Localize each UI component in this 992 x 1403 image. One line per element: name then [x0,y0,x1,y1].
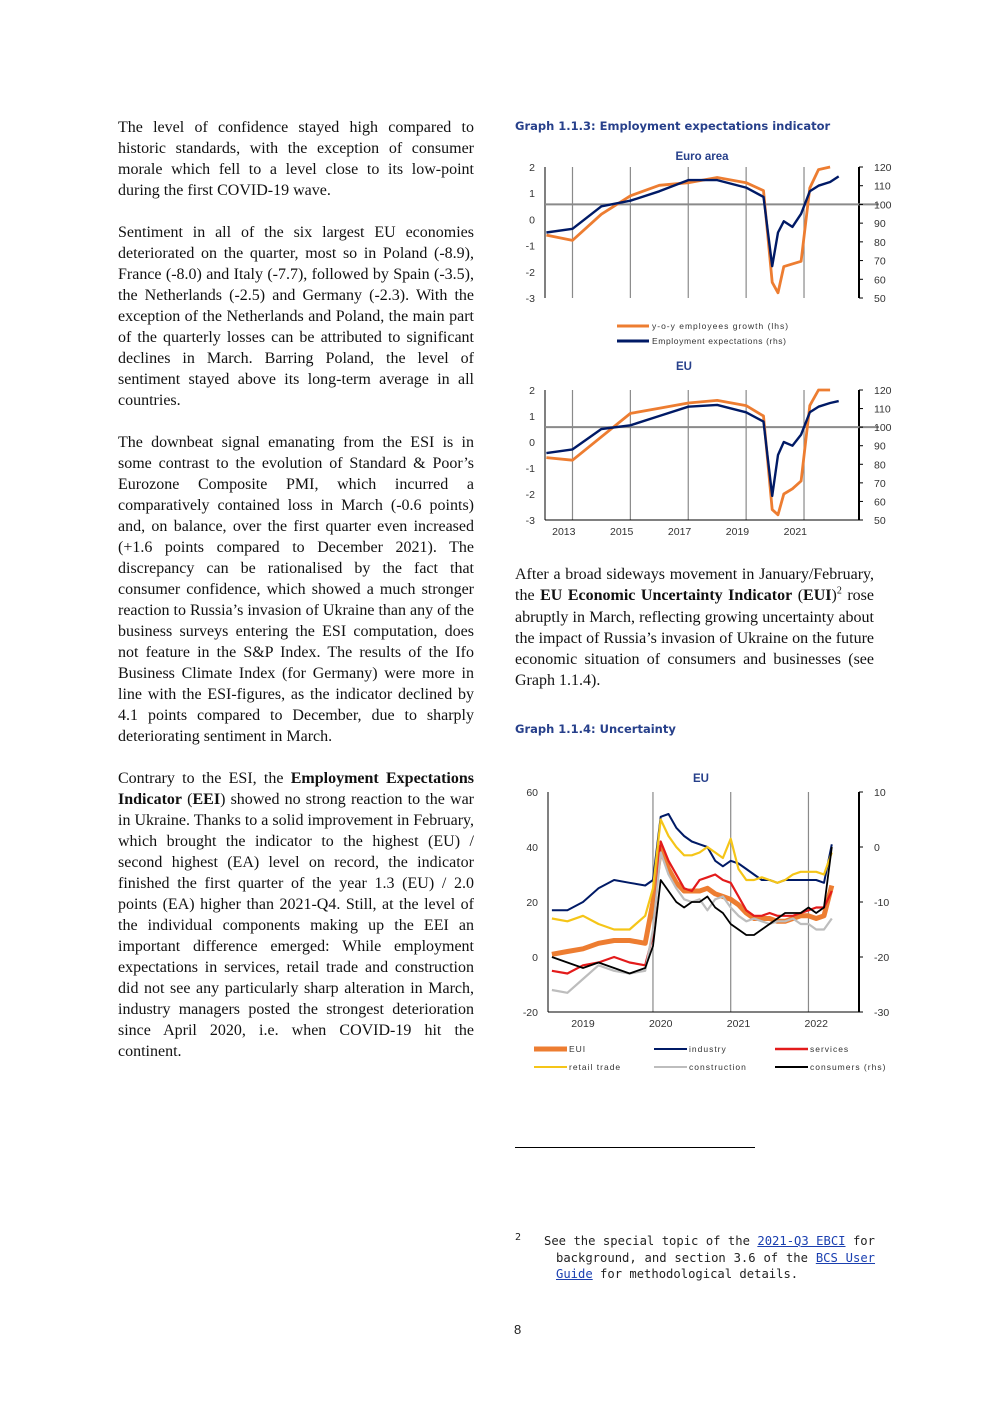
bold-term: EEI [192,791,221,808]
bold-term: EUI [803,587,832,605]
left-tick-label: 20 [526,897,538,909]
left-tick-label: 1 [529,411,535,423]
right-tick-label: 0 [874,842,880,854]
page-number: 8 [514,1322,522,1337]
legend-label: retail trade [569,1062,622,1072]
user-guide-link[interactable]: BCS User Guide [556,1250,876,1281]
employment-expectations-chart [512,140,892,550]
series-line [552,814,832,910]
left-tick-label: -3 [525,515,535,527]
x-tick-label: 2019 [725,526,750,538]
left-tick-label: 2 [529,385,535,397]
legend-label: y-o-y employees growth (lhs) [652,321,790,331]
panel-title: EU [676,361,692,373]
x-tick-label: 2013 [552,526,576,538]
text-run: for background, and section 3.6 of the [556,1234,875,1265]
series-line [546,401,838,496]
right-tick-label: 70 [874,255,886,268]
panel-title: EU [693,773,709,785]
x-tick-label: 2019 [571,1018,595,1030]
text-run: for methodological details. [592,1267,799,1281]
left-tick-label: -1 [525,240,535,253]
right-tick-label: 60 [874,274,886,287]
series-line [552,842,832,974]
text-run: ) showed no strong reaction to the war in Ukraine. Thanks to a solid improvement in February, which brought the indicator to the highest (EU) / second highest (EA) level on record, the indicator finished the first quarter of the year 1.3 (EU) / 2.0 points (EA) higher than 2021-Q4. Still, at the level of the individual components making up the EEI an important difference emerged: While employment expectations in services, retail trade and construction did not see any particularly sharp alteration in March, industry managers posted the strongest deterioration since April 2020, i.e. when COVID-19 hit the continent. [118,791,474,1060]
right-tick-label: -30 [874,1007,890,1019]
paragraph: The downbeat signal emanating from the ESI is in some contrast to the evolution of Standard & Poor’s Eurozone Composite PMI, which incurred a comparatively contained loss in March (-0.6 points) and, on balance, over the first quarter even increased (+1.6 points compared to December 2021). The discrepancy can be rationalised by the fact that consumer confidence, which showed a much stronger reaction to Russia’s invasion of Ukraine than any of the business surveys entering the ESI computation, does not feature in the S&P Index. The results of the Ifo Business Climate Index (for Germany) were more in line with the ESI-figures, as the indicator declined by 4.1 points compared to December, due to sharply deteriorating sentiment in March. [118,434,474,745]
panel-title: Euro area [675,151,729,163]
right-tick-label: 120 [874,162,892,174]
footnote-ref[interactable]: 2 [836,585,842,597]
footnote [515,1233,875,1283]
bold-term: EU Economic Uncertainty Indicator [540,587,793,605]
graph-title: Graph 1.1.3: Employment expectations indicator [515,119,831,133]
legend-label: EUI [569,1044,587,1054]
ebci-link[interactable]: 2021-Q3 EBCI [757,1234,846,1248]
right-tick-label: 80 [874,236,886,249]
left-tick-label: 40 [526,842,538,854]
text-run: Contrary to the ESI, the [118,770,291,787]
right-tick-label: 110 [874,403,891,416]
series-line [552,847,832,974]
footnote-number: 2 [515,1232,522,1243]
text-run: rose abruptly in March, reflecting growing uncertainty about the impact of Russia’s invasion of Ukraine on the future economic situation of consumers and businesses (see Graph 1.1.4). [515,587,875,690]
right-tick-label: 110 [874,180,891,193]
legend-label: Employment expectations (rhs) [652,336,787,346]
paragraph [118,768,474,1062]
left-tick-label: 60 [526,787,538,799]
left-column [118,117,474,1083]
legend-label: services [810,1044,850,1054]
bold-term: Employment Expectations Indicator [118,770,474,808]
right-column-text [515,564,874,692]
right-tick-label: 60 [874,496,886,509]
right-tick-label: 70 [874,477,886,490]
left-tick-label: 0 [532,952,538,964]
text-run: See the special topic of the [544,1234,758,1248]
left-tick-label: -3 [525,293,535,305]
right-tick-label: 10 [874,787,886,799]
paragraph: The level of confidence stayed high compared to historic standards, with the exception of consumer morale which fell to a level close to its low-point during the first COVID-19 wave. [118,119,474,199]
left-tick-label: -2 [525,489,535,501]
x-tick-label: 2015 [610,526,634,538]
uncertainty-chart [512,765,890,1080]
left-tick-label: 0 [529,214,535,227]
left-tick-label: -20 [522,1007,538,1019]
right-tick-label: 80 [874,459,886,472]
legend-label: consumers (rhs) [810,1062,887,1072]
text-run: After a broad sideways movement in January/February, the [515,566,874,605]
right-tick-label: 90 [874,218,886,231]
left-tick-label: 1 [529,188,535,201]
footnote-text [544,1233,875,1283]
graph-title: Graph 1.1.4: Uncertainty [515,722,676,736]
right-tick-label: 120 [874,385,892,397]
x-tick-label: 2021 [783,526,808,538]
text-run: ( [182,791,193,808]
left-tick-label: 2 [529,162,535,174]
x-tick-label: 2017 [667,526,692,538]
right-tick-label: -10 [874,897,890,909]
left-tick-label: -2 [525,266,535,279]
series-line [546,176,838,266]
right-tick-label: 100 [874,422,892,435]
legend-label: industry [689,1044,727,1054]
x-tick-label: 2021 [726,1018,751,1030]
right-tick-label: 50 [874,293,886,305]
footnote-separator [515,1147,755,1148]
right-tick-label: 90 [874,440,886,453]
text-run: ) [831,587,837,605]
text-run: ( [792,587,804,605]
legend-label: construction [689,1062,747,1072]
x-tick-label: 2022 [804,1018,828,1030]
left-tick-label: -1 [525,463,535,475]
paragraph: Sentiment in all of the six largest EU economies deteriorated on the quarter, most so in Poland (-8.9), France (-8.0) and Italy (-7.7), followed by Spain (-3.5), the Netherlands (-2.5) and Germany (-2.3). With the exception of the Netherlands and Poland, the main part of the quarterly losses can be attributed to significant declines in March. Barring Poland, the level of sentiment stayed above its long-term average in all countries. [118,224,474,409]
left-tick-label: 0 [529,437,535,449]
series-line [552,847,832,954]
right-tick-label: 50 [874,515,886,527]
right-tick-label: -20 [874,952,890,964]
paragraph [515,564,874,692]
x-tick-label: 2020 [649,1018,673,1030]
right-tick-label: 100 [874,199,892,212]
